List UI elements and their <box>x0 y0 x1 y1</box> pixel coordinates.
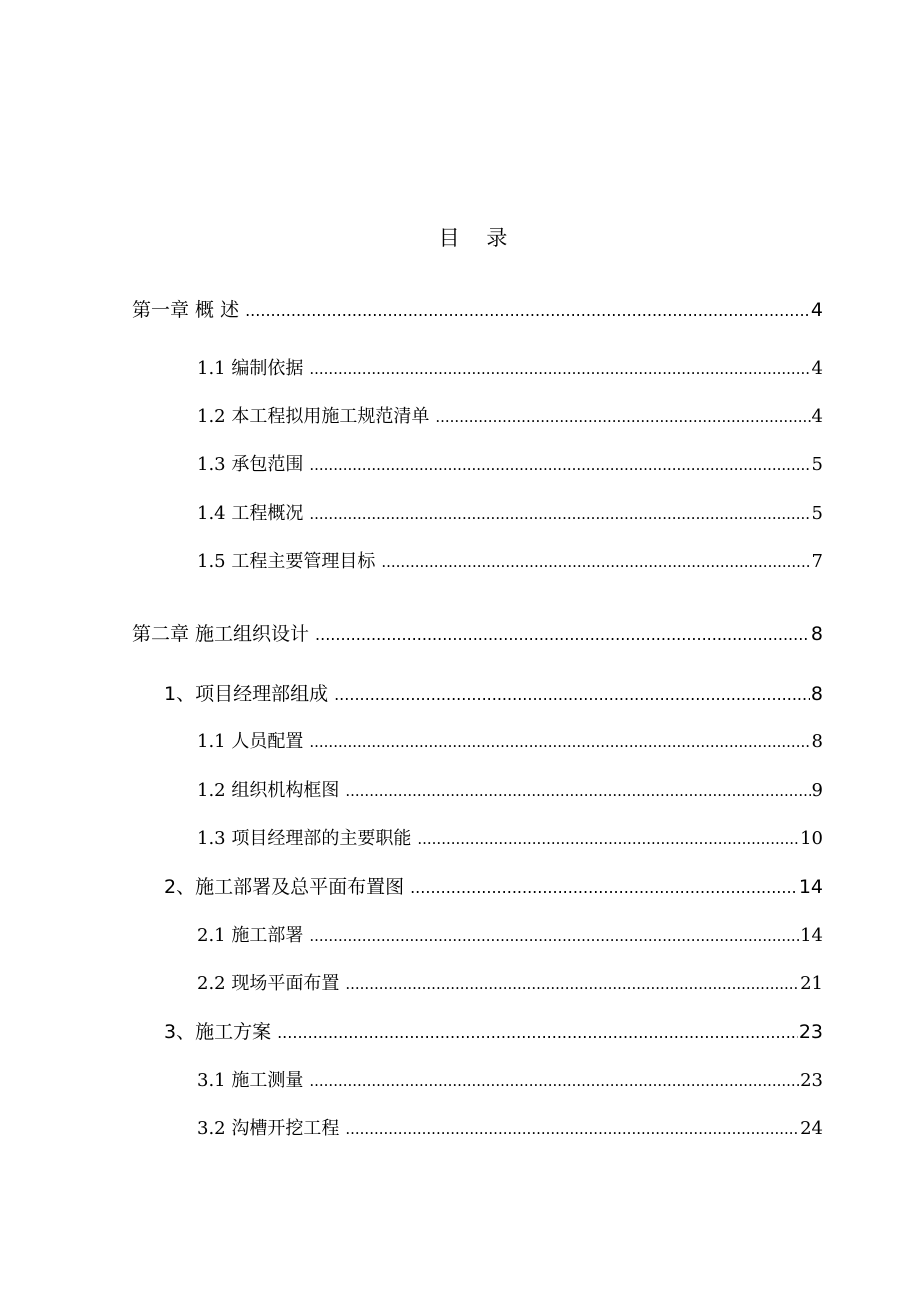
toc-entry-2-1-3[interactable] <box>197 824 823 854</box>
toc-entry-page: 8 <box>810 683 823 705</box>
toc-entry-label: 1、项目经理部组成 <box>164 683 329 705</box>
toc-entry-1-1[interactable] <box>197 354 823 384</box>
toc-entry-page: 4 <box>811 358 823 379</box>
toc-entry-1-4[interactable] <box>197 499 823 529</box>
toc-entry-2-1-1[interactable] <box>197 727 823 757</box>
dot-leader <box>309 921 799 951</box>
dot-leader <box>245 296 810 326</box>
toc-entry-2-2-2[interactable] <box>197 969 823 999</box>
toc-entry-page: 14 <box>800 925 823 946</box>
toc-entry-section-2[interactable] <box>164 872 823 902</box>
dot-leader <box>410 873 798 903</box>
dot-leader <box>417 824 799 854</box>
toc-entry-2-3-1[interactable] <box>197 1066 823 1096</box>
dot-leader <box>435 402 810 432</box>
toc-entry-page: 8 <box>810 623 823 645</box>
dot-leader <box>345 1114 799 1144</box>
toc-entry-label: 3.1 施工测量 <box>197 1070 304 1091</box>
toc-entry-2-2-1[interactable] <box>197 921 823 951</box>
dot-leader <box>345 776 810 806</box>
toc-entry-page: 14 <box>798 876 823 898</box>
dot-leader <box>315 620 810 650</box>
toc-entry-label: 3.2 沟槽开挖工程 <box>197 1118 340 1139</box>
dot-leader <box>381 547 810 577</box>
toc-entry-label: 2.2 现场平面布置 <box>197 973 340 994</box>
toc-entry-section-1[interactable] <box>164 679 823 709</box>
toc-entry-label: 第一章 概 述 <box>132 299 240 321</box>
toc-entry-page: 23 <box>800 1070 823 1091</box>
toc-entry-page: 21 <box>800 973 823 994</box>
dot-leader <box>334 680 810 710</box>
toc-entry-label: 2、施工部署及总平面布置图 <box>164 876 405 898</box>
dot-leader <box>309 354 810 384</box>
toc-entry-page: 8 <box>811 731 823 752</box>
toc-entry-chapter-2[interactable] <box>132 619 823 649</box>
toc-entry-page: 5 <box>811 454 823 475</box>
dot-leader <box>345 969 799 999</box>
toc-entry-2-3-2[interactable] <box>197 1114 823 1144</box>
toc-entry-label: 1.2 本工程拟用施工规范清单 <box>197 406 430 427</box>
toc-entry-page: 24 <box>800 1118 823 1139</box>
dot-leader <box>309 499 810 529</box>
toc-entry-page: 4 <box>811 406 823 427</box>
dot-leader <box>309 727 810 757</box>
toc-entry-label: 2.1 施工部署 <box>197 925 304 946</box>
toc-entry-2-1-2[interactable] <box>197 776 823 806</box>
toc-entry-page: 4 <box>810 299 823 321</box>
toc-entry-page: 7 <box>811 551 823 572</box>
dot-leader <box>277 1018 798 1048</box>
toc-entry-label: 1.5 工程主要管理目标 <box>197 551 376 572</box>
toc-entry-page: 23 <box>798 1021 823 1043</box>
toc-entry-label: 1.4 工程概况 <box>197 503 304 524</box>
toc-entry-page: 10 <box>800 828 823 849</box>
toc-entry-chapter-1[interactable] <box>132 295 823 325</box>
toc-title: 目 录 <box>438 226 508 250</box>
toc-entry-label: 1.1 编制依据 <box>197 358 304 379</box>
toc-entry-label: 1.2 组织机构框图 <box>197 780 340 801</box>
dot-leader <box>309 1066 799 1096</box>
dot-leader <box>309 450 810 480</box>
toc-entry-label: 1.1 人员配置 <box>197 731 304 752</box>
toc-entry-1-5[interactable] <box>197 547 823 577</box>
toc-entry-1-2[interactable] <box>197 402 823 432</box>
toc-entry-label: 1.3 承包范围 <box>197 454 304 475</box>
toc-entry-1-3[interactable] <box>197 450 823 480</box>
toc-entry-label: 1.3 项目经理部的主要职能 <box>197 828 412 849</box>
toc-entry-label: 第二章 施工组织设计 <box>132 623 310 645</box>
toc-entry-label: 3、施工方案 <box>164 1021 272 1043</box>
toc-entry-page: 5 <box>811 503 823 524</box>
toc-entry-page: 9 <box>811 780 823 801</box>
toc-entry-section-3[interactable] <box>164 1017 823 1047</box>
